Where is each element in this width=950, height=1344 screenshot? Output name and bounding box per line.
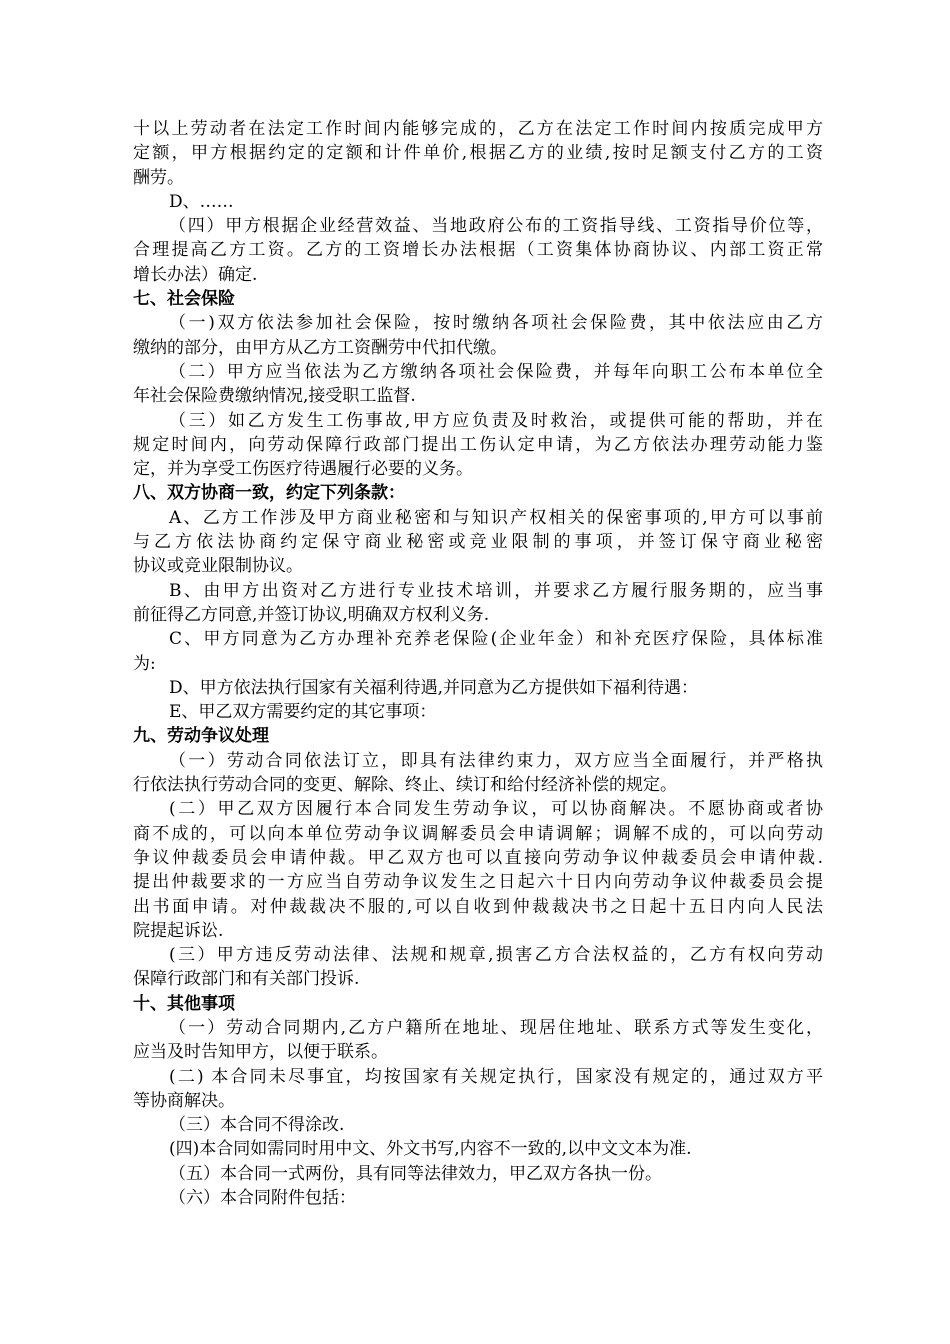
paragraph-line: （三）如乙方发生工伤事故,甲方应负责及时救治，或提供可能的帮助，并在 (169, 410, 823, 431)
paragraph-line: B、由甲方出资对乙方进行专业技术培训，并要求乙方履行服务期的，应当事 (169, 580, 823, 601)
paragraph-line: （五）本合同一式两份，具有同等法律效力，甲乙双方各执一份。 (169, 1163, 662, 1184)
paragraph-line: (四)本合同如需同时用中文、外文书写,内容不一致的,以中文文本为准. (169, 1139, 692, 1160)
paragraph-line: 合理提高乙方工资。乙方的工资增长办法根据（工资集体协商协议、内部工资正常 (133, 240, 823, 261)
section-heading: 八、双方协商一致，约定下列条款： (133, 483, 405, 504)
paragraph-line: (二）甲乙双方因履行本合同发生劳动争议，可以协商解决。不愿协商或者协 (169, 799, 823, 820)
paragraph-line: 行依法执行劳动合同的变更、解除、终止、续订和给付经济补偿的规定。 (133, 775, 677, 796)
paragraph-line: 提出仲裁要求的一方应当自劳动争议发生之日起六十日内向劳动争议仲裁委员会提 (133, 872, 823, 893)
paragraph-line: 为: (133, 653, 156, 674)
paragraph-line: 增长办法）确定. (133, 264, 258, 285)
paragraph-line: E、甲乙双方需要约定的其它事项： (169, 702, 437, 723)
paragraph-line: （三）本合同不得涂改. (169, 1115, 345, 1136)
paragraph-line: 缴纳的部分，由甲方从乙方工资酬劳中代扣代缴。 (133, 337, 507, 358)
section-heading: 九、劳动争议处理 (133, 726, 269, 747)
paragraph-line: 定，并为享受工伤医疗待遇履行必要的义务。 (133, 459, 473, 480)
paragraph-line: 出书面申请。对仲裁裁决不服的,可以自收到仲裁裁决书之日起十五日内向人民法 (133, 896, 823, 917)
paragraph-line: 协议或竞业限制协议。 (133, 556, 303, 577)
paragraph-line: （一)双方依法参加社会保险，按时缴纳各项社会保险费，其中依法应由乙方 (169, 313, 823, 334)
paragraph-line: 院提起诉讼. (133, 920, 224, 941)
paragraph-line: 保障行政部门和有关部门投诉. (133, 969, 360, 990)
paragraph-line: 商不成的，可以向本单位劳动争议调解委员会申请调解；调解不成的，可以向劳动 (133, 823, 823, 844)
paragraph-line: 等协商解决。 (133, 1090, 235, 1111)
paragraph-line: 酬劳。 (133, 167, 184, 188)
paragraph-line: 年社会保险费缴纳情况,接受职工监督. (133, 386, 416, 407)
paragraph-line: 与乙方依法协商约定保守商业秘密或竞业限制的事项，并签订保守商业秘密 (133, 532, 823, 553)
paragraph-line: A、乙方工作涉及甲方商业秘密和与知识产权相关的保密事项的,甲方可以事前 (169, 507, 823, 528)
paragraph-line: 前征得乙方同意,并签订协议,明确双方权利义务. (133, 604, 490, 625)
document-page (133, 117, 823, 1210)
paragraph-line: 规定时间内，向劳动保障行政部门提出工伤认定申请，为乙方依法办理劳动能力鉴 (133, 434, 823, 455)
paragraph-line: 应当及时告知甲方，以便于联系。 (133, 1042, 388, 1063)
paragraph-line: D、…… (169, 191, 234, 212)
paragraph-line: （一）劳动合同期内,乙方户籍所在地址、现居住地址、联系方式等发生变化， (169, 1017, 823, 1038)
paragraph-line: （六）本合同附件包括： (169, 1188, 356, 1209)
paragraph-line: C、甲方同意为乙方办理补充养老保险(企业年金）和补充医疗保险，具体标准 (169, 629, 823, 650)
paragraph-line: （二）甲方应当依法为乙方缴纳各项社会保险费，并每年向职工公布本单位全 (169, 361, 823, 382)
section-heading: 七、社会保险 (133, 289, 235, 310)
paragraph-line: (二) 本合同未尽事宜，均按国家有关规定执行，国家没有规定的，通过双方平 (169, 1066, 823, 1087)
paragraph-line: D、甲方依法执行国家有关福利待遇,并同意为乙方提供如下福利待遇： (169, 677, 699, 698)
paragraph-line: （四）甲方根据企业经营效益、当地政府公布的工资指导线、工资指导价位等， (169, 216, 823, 237)
paragraph-line: 十以上劳动者在法定工作时间内能够完成的，乙方在法定工作时间内按质完成甲方 (133, 119, 823, 139)
paragraph-line: 定额，甲方根据约定的定额和计件单价,根据乙方的业绩,按时足额支付乙方的工资 (133, 143, 823, 164)
section-heading: 十、其他事项 (133, 993, 235, 1014)
paragraph-line: 争议仲裁委员会申请仲裁。甲乙双方也可以直接向劳动争议仲裁委员会申请仲裁. (133, 847, 823, 868)
paragraph-line: (三）甲方违反劳动法律、法规和规章,损害乙方合法权益的，乙方有权向劳动 (169, 945, 823, 966)
paragraph-line: （一）劳动合同依法订立，即具有法律约束力，双方应当全面履行，并严格执 (169, 750, 823, 771)
